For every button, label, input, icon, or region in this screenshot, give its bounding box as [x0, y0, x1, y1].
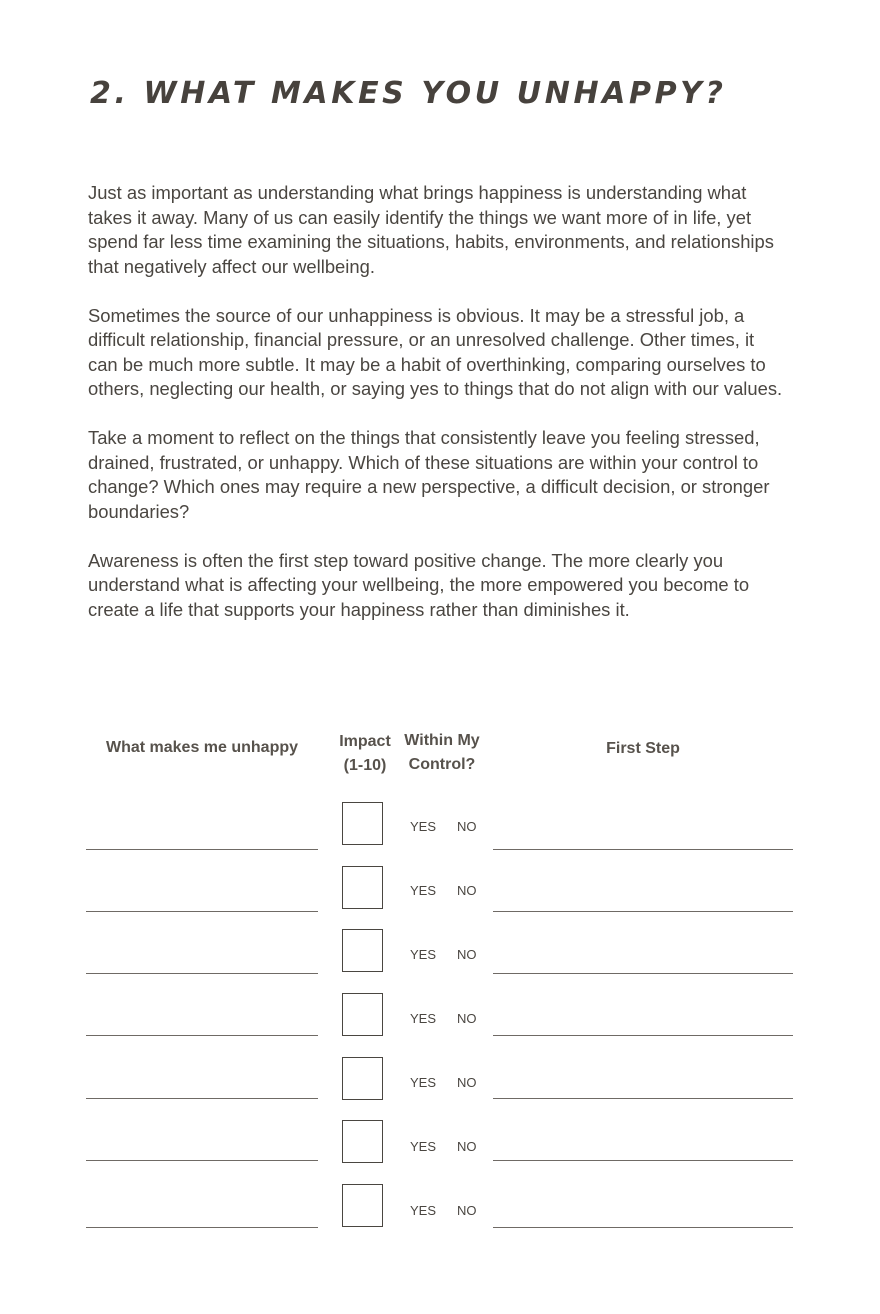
yes-option[interactable]: YES — [410, 947, 437, 962]
table-row — [0, 864, 880, 924]
no-option[interactable]: NO — [457, 1011, 477, 1026]
yes-option[interactable]: YES — [410, 819, 437, 834]
yes-option[interactable]: YES — [410, 1075, 437, 1090]
unhappy-entry-line[interactable] — [86, 1160, 318, 1161]
no-option[interactable]: NO — [457, 883, 477, 898]
impact-input-box[interactable] — [342, 929, 383, 972]
header-control-line1: Within My — [404, 732, 480, 749]
table-row — [0, 928, 880, 988]
impact-input-box[interactable] — [342, 1120, 383, 1163]
table-row — [0, 992, 880, 1052]
unhappy-entry-line[interactable] — [86, 849, 318, 850]
impact-input-box[interactable] — [342, 802, 383, 845]
first-step-entry-line[interactable] — [493, 1035, 793, 1036]
no-option[interactable]: NO — [457, 1075, 477, 1090]
no-option[interactable]: NO — [457, 1139, 477, 1154]
yes-option[interactable]: YES — [410, 1011, 437, 1026]
intro-paragraph: Awareness is often the first step toward positive change. The more clearly you understand what is affecting your wellbeing, the more empowered you become to create a life that supports your happiness rather than diminishes it. — [88, 549, 750, 620]
header-within-my-control — [396, 729, 488, 777]
first-step-entry-line[interactable] — [493, 973, 793, 974]
header-impact-line1: Impact — [339, 733, 391, 750]
first-step-entry-line[interactable] — [493, 911, 793, 912]
table-row — [0, 1120, 880, 1180]
unhappy-entry-line[interactable] — [86, 1035, 318, 1036]
header-first-step: First Step — [606, 740, 680, 757]
yes-option[interactable]: YES — [410, 1139, 437, 1154]
first-step-entry-line[interactable] — [493, 1160, 793, 1161]
intro-paragraph: Just as important as understanding what brings happiness is understanding what takes it away. Many of us can easily identify the things we want more of in life, yet spend far less time examining the situations, habits, environments, and relationships that negatively affect our wellbeing. — [88, 182, 774, 277]
impact-input-box[interactable] — [342, 993, 383, 1036]
no-option[interactable]: NO — [457, 947, 477, 962]
impact-input-box[interactable] — [342, 1184, 383, 1227]
unhappy-entry-line[interactable] — [86, 1098, 318, 1099]
intro-text — [88, 181, 788, 647]
first-step-entry-line[interactable] — [493, 1227, 793, 1228]
unhappy-entry-line[interactable] — [86, 973, 318, 974]
page-title: 2. WHAT MAKES YOU UNHAPPY? — [90, 76, 727, 111]
header-impact — [330, 730, 400, 778]
impact-input-box[interactable] — [342, 1057, 383, 1100]
table-row — [0, 1184, 880, 1244]
no-option[interactable]: NO — [457, 819, 477, 834]
intro-paragraph: Sometimes the source of our unhappiness is obvious. It may be a stressful job, a difficult relationship, financial pressure, or an unresolved challenge. Other times, it can be much more subtle. It may be a habit of overthinking, comparing ourselves to others, neglecting our health, or saying yes to things that do not align with our values. — [88, 304, 783, 399]
unhappy-entry-line[interactable] — [86, 911, 318, 912]
table-row — [0, 1056, 880, 1116]
intro-paragraph: Take a moment to reflect on the things that consistently leave you feeling stressed, drained, frustrated, or unhappy. Which of these situations are within your control to change? Which ones may require a new perspective, a difficult decision, or stronger boundaries? — [88, 427, 770, 522]
impact-input-box[interactable] — [342, 866, 383, 909]
yes-option[interactable]: YES — [410, 1203, 437, 1218]
first-step-entry-line[interactable] — [493, 1098, 793, 1099]
header-control-line2: Control? — [408, 756, 476, 773]
yes-option[interactable]: YES — [410, 883, 437, 898]
header-impact-line2: (1-10) — [343, 757, 387, 774]
table-row — [0, 800, 880, 860]
first-step-entry-line[interactable] — [493, 849, 793, 850]
no-option[interactable]: NO — [457, 1203, 477, 1218]
header-what-makes-me-unhappy: What makes me unhappy — [105, 739, 299, 756]
unhappy-entry-line[interactable] — [86, 1227, 318, 1228]
